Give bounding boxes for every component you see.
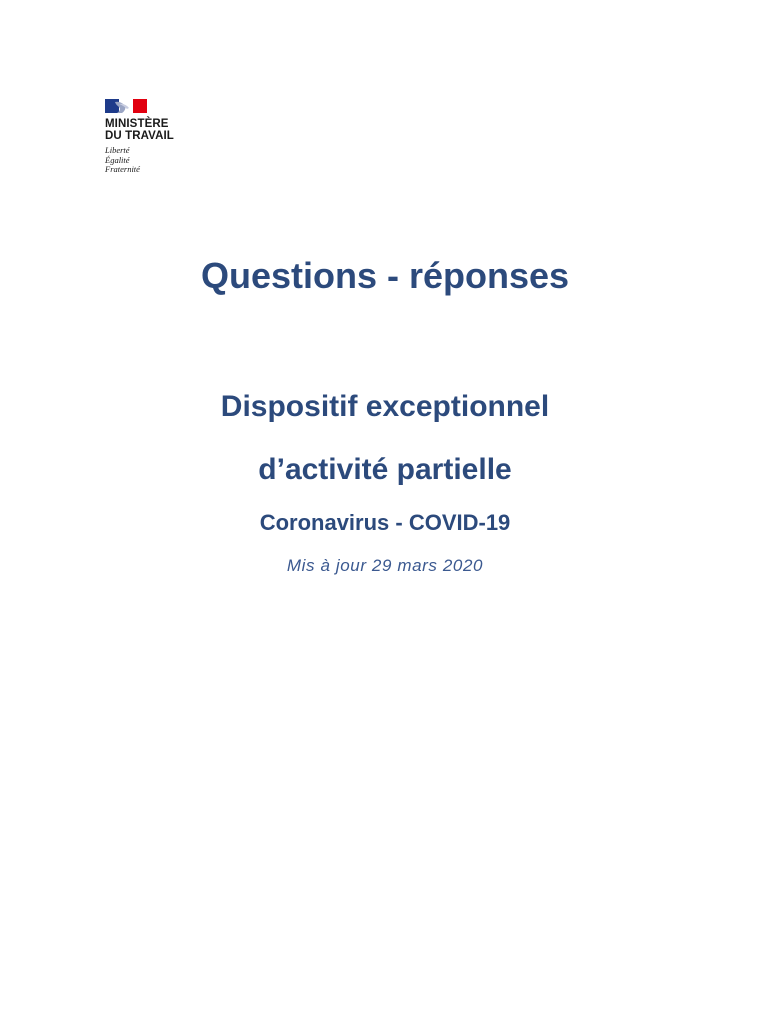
ministry-name-line1: MINISTÈRE bbox=[105, 118, 169, 130]
ministry-logo bbox=[105, 99, 215, 175]
document-subtitle-line2: d’activité partielle bbox=[258, 453, 512, 486]
document-subtitle-line1: Dispositif exceptionnel bbox=[220, 390, 550, 423]
document-title: Questions - réponses bbox=[200, 255, 570, 296]
marianne-flag-icon bbox=[105, 99, 147, 113]
motto-egalite: Égalité bbox=[105, 154, 130, 165]
update-date: Mis à jour 29 mars 2020 bbox=[286, 556, 484, 575]
motto-fraternite: Fraternité bbox=[105, 164, 140, 174]
ministry-name-line2: DU TRAVAIL bbox=[105, 130, 174, 142]
motto-liberte: Liberté bbox=[105, 145, 130, 155]
document-topic: Coronavirus - COVID-19 bbox=[259, 510, 511, 535]
ministry-name bbox=[105, 118, 215, 142]
republic-motto bbox=[105, 146, 215, 175]
